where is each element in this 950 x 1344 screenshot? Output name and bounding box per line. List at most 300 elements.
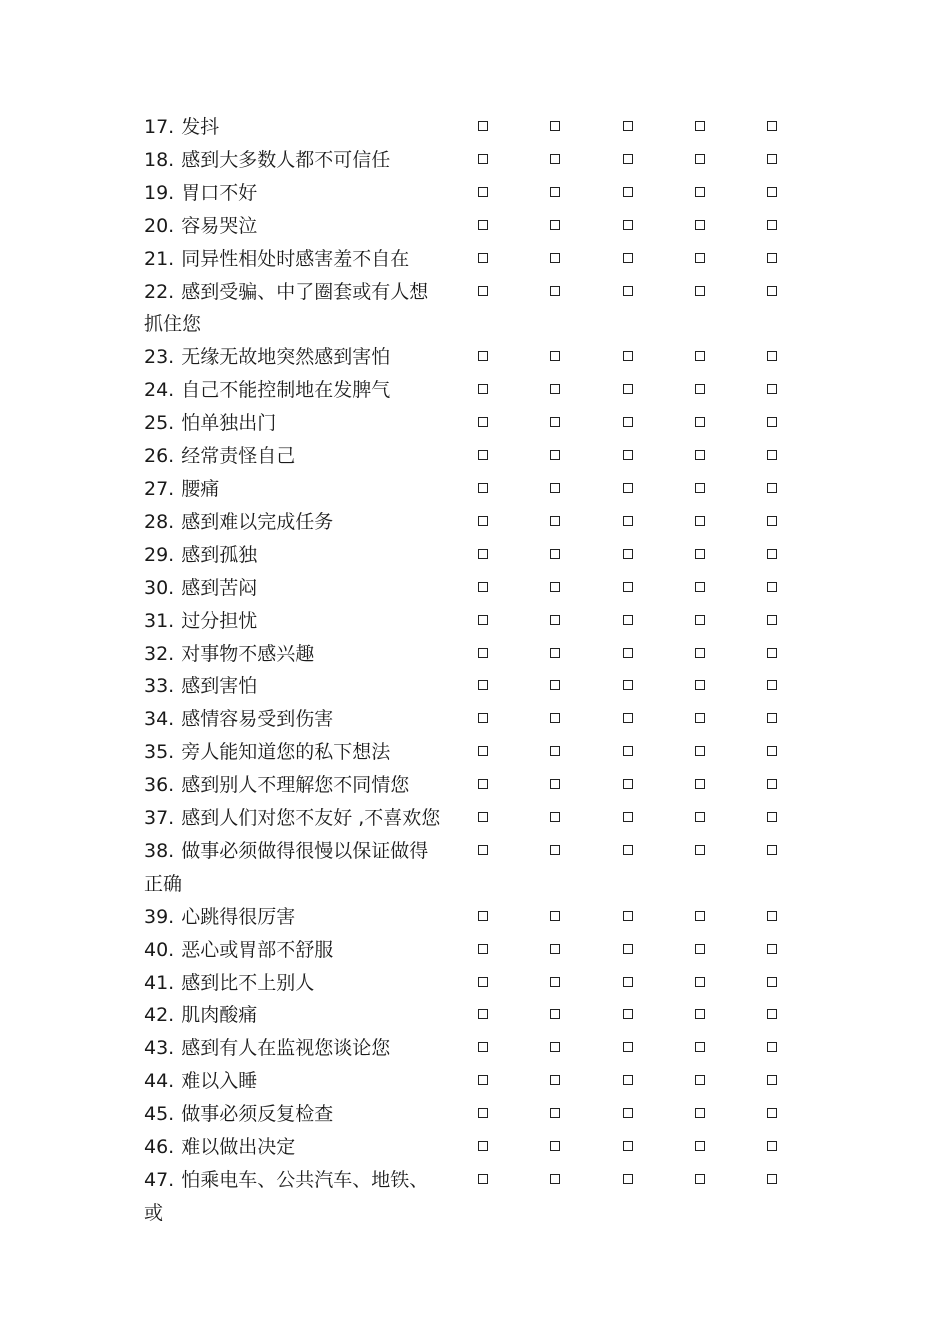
rating-checkbox-1[interactable] [478, 483, 488, 493]
rating-checkbox-3[interactable] [623, 746, 633, 756]
rating-options [446, 703, 946, 736]
rating-checkbox-1[interactable] [478, 516, 488, 526]
rating-checkbox-4[interactable] [695, 1108, 705, 1118]
rating-checkbox-2[interactable] [550, 911, 560, 921]
question-text [144, 407, 446, 440]
rating-checkbox-2[interactable] [550, 648, 560, 658]
question-number: 23. [144, 346, 175, 369]
rating-checkbox-5[interactable] [767, 1174, 777, 1184]
rating-checkbox-5[interactable] [767, 1009, 777, 1019]
rating-options [446, 506, 946, 539]
question-text [144, 111, 446, 144]
question-number: 47. [144, 1169, 175, 1191]
rating-checkbox-3[interactable] [623, 516, 633, 526]
rating-options [446, 243, 946, 276]
question-number: 22. [144, 280, 175, 303]
rating-checkbox-4[interactable] [695, 549, 705, 559]
rating-checkbox-1[interactable] [478, 351, 488, 361]
rating-checkbox-3[interactable] [623, 417, 633, 427]
rating-options [446, 769, 946, 802]
rating-checkbox-5[interactable] [767, 549, 777, 559]
question-label: 怕乘电车、公共汽车、地铁、或 [144, 1169, 429, 1224]
rating-checkbox-1[interactable] [478, 1075, 488, 1085]
rating-checkbox-5[interactable] [767, 713, 777, 723]
question-row [0, 539, 950, 572]
rating-checkbox-3[interactable] [623, 187, 633, 197]
rating-checkbox-4[interactable] [695, 615, 705, 625]
question-row [0, 1098, 950, 1131]
rating-checkbox-4[interactable] [695, 253, 705, 263]
rating-checkbox-1[interactable] [478, 746, 488, 756]
rating-checkbox-1[interactable] [478, 187, 488, 197]
question-number: 30. [144, 576, 175, 599]
question-text [144, 1131, 446, 1164]
rating-checkbox-5[interactable] [767, 286, 777, 296]
rating-checkbox-4[interactable] [695, 154, 705, 164]
rating-options [446, 144, 946, 177]
rating-options [446, 473, 946, 506]
rating-checkbox-3[interactable] [623, 154, 633, 164]
question-number: 40. [144, 938, 175, 961]
rating-checkbox-3[interactable] [623, 549, 633, 559]
rating-checkbox-1[interactable] [478, 1141, 488, 1151]
rating-checkbox-3[interactable] [623, 845, 633, 855]
question-text [144, 276, 446, 342]
rating-checkbox-2[interactable] [550, 549, 560, 559]
rating-checkbox-5[interactable] [767, 516, 777, 526]
question-row [0, 341, 950, 374]
rating-checkbox-1[interactable] [478, 582, 488, 592]
question-label: 旁人能知道您的私下想法 [181, 741, 391, 764]
rating-checkbox-2[interactable] [550, 746, 560, 756]
rating-checkbox-2[interactable] [550, 977, 560, 987]
question-label: 感到害怕 [181, 675, 258, 698]
rating-checkbox-5[interactable] [767, 648, 777, 658]
rating-checkbox-2[interactable] [550, 1042, 560, 1052]
rating-checkbox-1[interactable] [478, 944, 488, 954]
rating-checkbox-1[interactable] [478, 384, 488, 394]
question-row [0, 210, 950, 243]
question-label: 腰痛 [181, 477, 220, 500]
rating-checkbox-1[interactable] [478, 615, 488, 625]
question-number: 33. [144, 675, 175, 698]
question-label: 做事必须做得很慢以保证做得正确 [144, 839, 429, 895]
rating-checkbox-1[interactable] [478, 450, 488, 460]
question-text [144, 210, 446, 243]
question-row [0, 967, 950, 1000]
question-text [144, 440, 446, 473]
rating-checkbox-4[interactable] [695, 121, 705, 131]
rating-options [446, 835, 946, 868]
question-number: 36. [144, 774, 175, 797]
question-row [0, 736, 950, 769]
rating-checkbox-1[interactable] [478, 1174, 488, 1184]
rating-checkbox-1[interactable] [478, 812, 488, 822]
rating-options [446, 999, 946, 1032]
rating-options [446, 276, 946, 309]
rating-options [446, 1098, 946, 1131]
question-label: 做事必须反复检查 [181, 1103, 334, 1126]
question-text [144, 736, 446, 769]
rating-checkbox-2[interactable] [550, 253, 560, 263]
rating-checkbox-2[interactable] [550, 713, 560, 723]
rating-options [446, 934, 946, 967]
question-number: 32. [144, 642, 175, 665]
question-label: 感到别人不理解您不同情您 [181, 774, 410, 797]
rating-checkbox-3[interactable] [623, 253, 633, 263]
question-number: 45. [144, 1103, 175, 1126]
rating-checkbox-1[interactable] [478, 845, 488, 855]
question-row [0, 1131, 950, 1164]
rating-checkbox-4[interactable] [695, 450, 705, 460]
rating-checkbox-2[interactable] [550, 944, 560, 954]
rating-checkbox-1[interactable] [478, 220, 488, 230]
rating-checkbox-1[interactable] [478, 549, 488, 559]
question-row [0, 802, 950, 835]
rating-checkbox-5[interactable] [767, 253, 777, 263]
rating-options [446, 605, 946, 638]
rating-checkbox-3[interactable] [623, 713, 633, 723]
rating-checkbox-5[interactable] [767, 220, 777, 230]
rating-options [446, 736, 946, 769]
rating-checkbox-1[interactable] [478, 286, 488, 296]
rating-checkbox-5[interactable] [767, 944, 777, 954]
question-row [0, 835, 950, 901]
question-number: 44. [144, 1070, 175, 1093]
question-number: 46. [144, 1136, 175, 1159]
rating-checkbox-3[interactable] [623, 582, 633, 592]
rating-checkbox-1[interactable] [478, 121, 488, 131]
rating-options [446, 670, 946, 703]
rating-checkbox-4[interactable] [695, 1075, 705, 1085]
rating-checkbox-4[interactable] [695, 911, 705, 921]
question-label: 感到受骗、中了圈套或有人想抓住您 [144, 280, 429, 336]
rating-checkbox-3[interactable] [623, 450, 633, 460]
questionnaire [0, 111, 950, 1230]
rating-checkbox-5[interactable] [767, 351, 777, 361]
rating-checkbox-3[interactable] [623, 977, 633, 987]
question-label: 感到有人在监视您谈论您 [181, 1037, 391, 1060]
rating-options [446, 1032, 946, 1065]
rating-checkbox-4[interactable] [695, 713, 705, 723]
question-text [144, 769, 446, 802]
rating-checkbox-1[interactable] [478, 1009, 488, 1019]
question-text [144, 835, 446, 901]
rating-checkbox-4[interactable] [695, 1009, 705, 1019]
rating-checkbox-4[interactable] [695, 582, 705, 592]
question-label: 感到孤独 [181, 543, 258, 566]
question-label: 对事物不感兴趣 [181, 642, 315, 665]
question-row [0, 572, 950, 605]
rating-checkbox-5[interactable] [767, 911, 777, 921]
rating-checkbox-4[interactable] [695, 384, 705, 394]
question-number: 38. [144, 839, 175, 862]
rating-checkbox-1[interactable] [478, 648, 488, 658]
question-label: 无缘无故地突然感到害怕 [181, 346, 391, 369]
question-row [0, 473, 950, 506]
rating-options [446, 1164, 946, 1197]
rating-checkbox-3[interactable] [623, 648, 633, 658]
rating-checkbox-1[interactable] [478, 713, 488, 723]
question-number: 20. [144, 214, 175, 237]
rating-checkbox-5[interactable] [767, 384, 777, 394]
question-row [0, 1164, 950, 1230]
question-row [0, 177, 950, 210]
question-text [144, 1065, 446, 1098]
rating-checkbox-2[interactable] [550, 286, 560, 296]
question-text [144, 539, 446, 572]
question-label: 同异性相处时感害羞不自在 [181, 247, 410, 270]
question-text [144, 1164, 446, 1230]
question-row [0, 374, 950, 407]
question-label: 肌肉酸痛 [181, 1004, 258, 1027]
rating-checkbox-1[interactable] [478, 253, 488, 263]
question-label: 感到难以完成任务 [181, 510, 334, 533]
rating-checkbox-3[interactable] [623, 1075, 633, 1085]
rating-checkbox-3[interactable] [623, 220, 633, 230]
rating-checkbox-5[interactable] [767, 977, 777, 987]
question-number: 25. [144, 412, 175, 435]
rating-checkbox-2[interactable] [550, 154, 560, 164]
rating-checkbox-3[interactable] [623, 615, 633, 625]
rating-checkbox-4[interactable] [695, 812, 705, 822]
rating-options [446, 407, 946, 440]
rating-checkbox-2[interactable] [550, 417, 560, 427]
rating-options [446, 374, 946, 407]
question-text [144, 999, 446, 1032]
rating-checkbox-4[interactable] [695, 779, 705, 789]
rating-options [446, 802, 946, 835]
rating-checkbox-4[interactable] [695, 1042, 705, 1052]
rating-checkbox-2[interactable] [550, 845, 560, 855]
rating-options [446, 901, 946, 934]
rating-checkbox-4[interactable] [695, 417, 705, 427]
rating-checkbox-2[interactable] [550, 450, 560, 460]
question-number: 43. [144, 1037, 175, 1060]
question-text [144, 638, 446, 671]
rating-checkbox-4[interactable] [695, 351, 705, 361]
rating-checkbox-5[interactable] [767, 1075, 777, 1085]
rating-checkbox-2[interactable] [550, 351, 560, 361]
rating-checkbox-3[interactable] [623, 1042, 633, 1052]
rating-checkbox-4[interactable] [695, 286, 705, 296]
rating-checkbox-3[interactable] [623, 944, 633, 954]
question-text [144, 1032, 446, 1065]
rating-checkbox-3[interactable] [623, 680, 633, 690]
rating-checkbox-5[interactable] [767, 680, 777, 690]
rating-checkbox-3[interactable] [623, 911, 633, 921]
question-number: 29. [144, 543, 175, 566]
rating-checkbox-2[interactable] [550, 220, 560, 230]
question-row [0, 276, 950, 342]
rating-checkbox-3[interactable] [623, 384, 633, 394]
question-label: 怕单独出门 [181, 412, 277, 435]
question-row [0, 506, 950, 539]
question-number: 19. [144, 181, 175, 204]
rating-checkbox-4[interactable] [695, 516, 705, 526]
rating-checkbox-5[interactable] [767, 1141, 777, 1151]
question-row [0, 670, 950, 703]
rating-options [446, 638, 946, 671]
rating-checkbox-3[interactable] [623, 121, 633, 131]
question-number: 26. [144, 445, 175, 468]
rating-checkbox-4[interactable] [695, 220, 705, 230]
rating-checkbox-5[interactable] [767, 417, 777, 427]
rating-checkbox-1[interactable] [478, 977, 488, 987]
question-row [0, 407, 950, 440]
question-row [0, 901, 950, 934]
rating-checkbox-1[interactable] [478, 779, 488, 789]
question-number: 21. [144, 247, 175, 270]
rating-checkbox-4[interactable] [695, 648, 705, 658]
question-text [144, 967, 446, 1000]
rating-checkbox-4[interactable] [695, 845, 705, 855]
question-number: 28. [144, 510, 175, 533]
rating-checkbox-2[interactable] [550, 1009, 560, 1019]
question-label: 难以做出决定 [181, 1136, 296, 1159]
rating-checkbox-1[interactable] [478, 1042, 488, 1052]
rating-checkbox-2[interactable] [550, 779, 560, 789]
question-text [144, 243, 446, 276]
question-row [0, 934, 950, 967]
rating-checkbox-3[interactable] [623, 351, 633, 361]
question-label: 过分担忧 [181, 609, 258, 632]
question-number: 35. [144, 741, 175, 764]
rating-checkbox-3[interactable] [623, 1141, 633, 1151]
rating-checkbox-5[interactable] [767, 187, 777, 197]
rating-checkbox-5[interactable] [767, 154, 777, 164]
rating-checkbox-4[interactable] [695, 944, 705, 954]
rating-checkbox-4[interactable] [695, 483, 705, 493]
rating-options [446, 177, 946, 210]
rating-checkbox-3[interactable] [623, 1009, 633, 1019]
rating-checkbox-2[interactable] [550, 1108, 560, 1118]
rating-options [446, 1131, 946, 1164]
question-row [0, 999, 950, 1032]
question-label: 感到苦闷 [181, 576, 258, 599]
question-number: 41. [144, 971, 175, 994]
question-row [0, 769, 950, 802]
rating-options [446, 440, 946, 473]
question-text [144, 374, 446, 407]
rating-checkbox-1[interactable] [478, 680, 488, 690]
rating-checkbox-2[interactable] [550, 384, 560, 394]
rating-checkbox-2[interactable] [550, 615, 560, 625]
question-text [144, 670, 446, 703]
rating-checkbox-5[interactable] [767, 779, 777, 789]
rating-checkbox-1[interactable] [478, 417, 488, 427]
rating-checkbox-4[interactable] [695, 187, 705, 197]
rating-checkbox-5[interactable] [767, 483, 777, 493]
question-label: 发抖 [181, 116, 220, 138]
rating-checkbox-2[interactable] [550, 483, 560, 493]
question-label: 恶心或胃部不舒服 [181, 938, 334, 961]
rating-checkbox-2[interactable] [550, 680, 560, 690]
question-text [144, 341, 446, 374]
rating-checkbox-5[interactable] [767, 450, 777, 460]
rating-checkbox-2[interactable] [550, 187, 560, 197]
rating-checkbox-1[interactable] [478, 911, 488, 921]
question-number: 18. [144, 148, 175, 171]
rating-checkbox-5[interactable] [767, 845, 777, 855]
rating-checkbox-4[interactable] [695, 680, 705, 690]
rating-checkbox-2[interactable] [550, 1174, 560, 1184]
question-text [144, 901, 446, 934]
question-number: 39. [144, 905, 175, 928]
question-row [0, 243, 950, 276]
rating-checkbox-4[interactable] [695, 746, 705, 756]
question-number: 42. [144, 1004, 175, 1027]
question-label: 自己不能控制地在发脾气 [181, 379, 391, 402]
rating-options [446, 967, 946, 1000]
rating-checkbox-4[interactable] [695, 1174, 705, 1184]
question-label: 经常责怪自己 [181, 445, 296, 468]
rating-checkbox-5[interactable] [767, 1042, 777, 1052]
rating-options [446, 572, 946, 605]
question-text [144, 934, 446, 967]
rating-checkbox-5[interactable] [767, 1108, 777, 1118]
rating-checkbox-1[interactable] [478, 1108, 488, 1118]
rating-checkbox-2[interactable] [550, 121, 560, 131]
question-text [144, 572, 446, 605]
question-row [0, 638, 950, 671]
rating-checkbox-4[interactable] [695, 1141, 705, 1151]
rating-checkbox-2[interactable] [550, 1075, 560, 1085]
question-number: 31. [144, 609, 175, 632]
question-row [0, 1032, 950, 1065]
question-row [0, 440, 950, 473]
rating-checkbox-4[interactable] [695, 977, 705, 987]
rating-checkbox-3[interactable] [623, 779, 633, 789]
question-label: 心跳得很厉害 [181, 905, 296, 928]
question-row [0, 703, 950, 736]
question-label: 感到人们对您不友好 ,不喜欢您 [181, 807, 441, 830]
question-text [144, 177, 446, 210]
question-label: 胃口不好 [181, 181, 258, 204]
rating-checkbox-2[interactable] [550, 812, 560, 822]
question-text [144, 1098, 446, 1131]
rating-checkbox-1[interactable] [478, 154, 488, 164]
rating-checkbox-3[interactable] [623, 812, 633, 822]
rating-options [446, 539, 946, 572]
rating-options [446, 210, 946, 243]
rating-checkbox-2[interactable] [550, 516, 560, 526]
rating-checkbox-5[interactable] [767, 121, 777, 131]
question-text [144, 802, 446, 835]
question-number: 24. [144, 379, 175, 402]
rating-checkbox-3[interactable] [623, 1174, 633, 1184]
rating-checkbox-3[interactable] [623, 286, 633, 296]
rating-checkbox-3[interactable] [623, 1108, 633, 1118]
question-number: 37. [144, 807, 175, 830]
question-label: 容易哭泣 [181, 214, 258, 237]
rating-checkbox-5[interactable] [767, 746, 777, 756]
question-row [0, 605, 950, 638]
rating-checkbox-5[interactable] [767, 615, 777, 625]
rating-checkbox-2[interactable] [550, 1141, 560, 1151]
question-row [0, 1065, 950, 1098]
question-text [144, 506, 446, 539]
rating-options [446, 1065, 946, 1098]
rating-checkbox-5[interactable] [767, 582, 777, 592]
question-row [0, 144, 950, 177]
rating-checkbox-5[interactable] [767, 812, 777, 822]
rating-checkbox-3[interactable] [623, 483, 633, 493]
question-text [144, 144, 446, 177]
rating-checkbox-2[interactable] [550, 582, 560, 592]
question-text [144, 703, 446, 736]
question-row [0, 111, 950, 144]
